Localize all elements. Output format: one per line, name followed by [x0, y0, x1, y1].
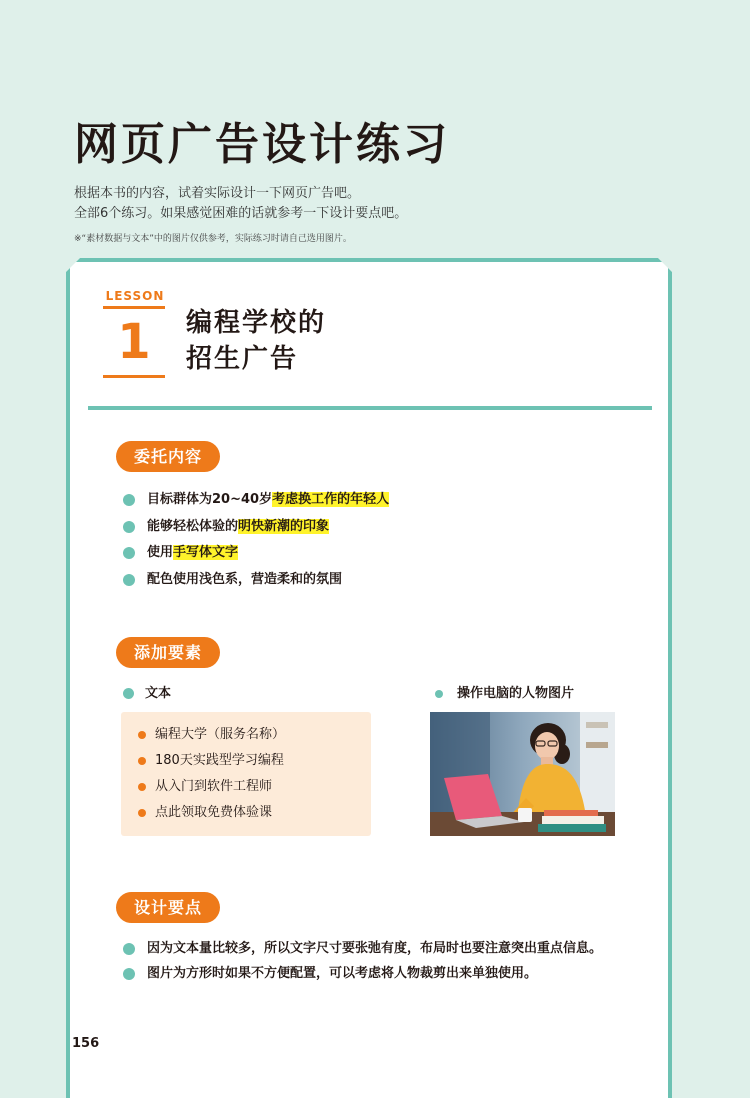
lesson-rule-top [103, 306, 165, 309]
highlighted-text: 考虑换工作的年轻人 [272, 492, 390, 507]
subheading-text: 操作电脑的人物图片 [457, 686, 575, 701]
subheading-text: 文本 [145, 686, 172, 701]
list-item [123, 961, 602, 986]
item-text: 使用 [147, 545, 174, 560]
item-text: 从入门到软件工程师 [155, 779, 273, 794]
list-item [123, 514, 389, 541]
person-laptop-photo [430, 712, 615, 836]
design-points-list [123, 936, 602, 986]
page-number: 156 [72, 1036, 100, 1051]
lesson-title-line: 招生广告 [186, 344, 299, 374]
text-elements-list [121, 712, 371, 826]
intro-text [74, 184, 407, 224]
item-text: 编程大学（服务名称） [155, 727, 286, 742]
list-item [138, 748, 371, 774]
lesson-number: 1 [117, 314, 151, 370]
list-item [123, 567, 389, 594]
bullet-dot-icon [123, 547, 135, 559]
text-elements-box [121, 712, 371, 836]
lesson-label: LESSON [105, 289, 165, 303]
intro-line: 全部6个练习。如果感觉困难的话就参考一下设计要点吧。 [74, 206, 408, 221]
section-divider [88, 406, 652, 410]
bullet-dot-icon [123, 968, 135, 980]
item-text: 180天实践型学习编程 [155, 753, 284, 768]
list-item [138, 774, 371, 800]
item-text: 因为文本量比较多，所以文字尺寸要张弛有度，布局时也要注意突出重点信息。 [147, 941, 603, 956]
intro-line: 根据本书的内容，试着实际设计一下网页广告吧。 [74, 186, 361, 201]
bullet-dot-icon [138, 809, 146, 817]
lesson-rule-bottom [103, 375, 165, 378]
highlighted-text: 明快新潮的印象 [238, 518, 330, 534]
photo-illustration [430, 712, 615, 836]
item-text: 目标群体为20~40岁 [147, 492, 273, 507]
item-text: 配色使用浅色系，营造柔和的氛围 [147, 571, 343, 587]
request-list [123, 487, 389, 593]
list-item [123, 540, 389, 567]
bullet-dot-icon [123, 574, 135, 586]
bullet-dot-icon [138, 731, 146, 739]
list-item [138, 800, 371, 826]
item-text: 能够轻松体验的 [147, 518, 239, 534]
lesson-title-line: 编程学校的 [186, 308, 327, 338]
text-subheading [123, 685, 171, 703]
list-item [123, 936, 602, 961]
design-points-heading: 设计要点 [116, 892, 220, 923]
bullet-dot-icon [435, 690, 443, 698]
list-item [138, 722, 371, 748]
item-text: 图片为方形时如果不方便配置，可以考虑将人物裁剪出来单独使用。 [147, 966, 538, 981]
elements-heading: 添加要素 [116, 637, 220, 668]
page-title: 网页广告设计练习 [74, 119, 450, 170]
bullet-dot-icon [123, 521, 135, 533]
bullet-dot-icon [123, 688, 134, 699]
image-note: ※“素材数据与文本”中的图片仅供参考，实际练习时请自己选用图片。 [74, 234, 352, 244]
lesson-title [186, 305, 326, 377]
bullet-dot-icon [123, 943, 135, 955]
request-heading: 委托内容 [116, 441, 220, 472]
list-item [123, 487, 389, 514]
highlighted-text: 手写体文字 [173, 545, 239, 560]
image-subheading [435, 685, 574, 703]
bullet-dot-icon [123, 494, 135, 506]
item-text: 点此领取免费体验课 [155, 805, 273, 820]
bullet-dot-icon [138, 783, 146, 791]
bullet-dot-icon [138, 757, 146, 765]
